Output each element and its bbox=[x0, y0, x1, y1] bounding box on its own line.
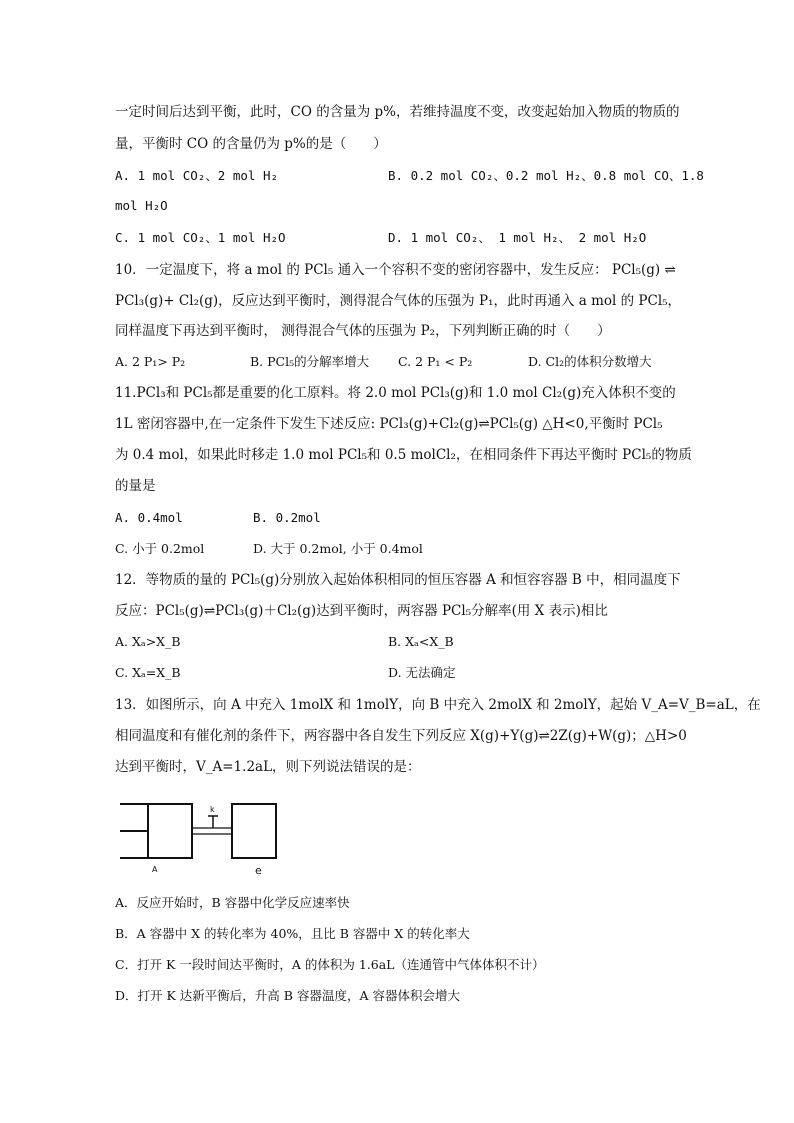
q11-stem-line2: 1L 密闭容器中,在一定条件下发生下述反应: PCl₃(g)+Cl₂(g)⇌PCl₅(g) △H<0,平衡时 PCl₅ bbox=[115, 416, 663, 432]
container-b-label: e bbox=[255, 864, 262, 877]
q13-stem-line2: 相同温度和有催化剂的条件下，两容器中各自发生下列反应 X(g)+Y(g)⇌2Z(g)+W(g)；△H>0 bbox=[115, 728, 687, 744]
q13-option-b: B．A 容器中 X 的转化率为 40%，且比 B 容器中 X 的转化率大 bbox=[115, 926, 470, 941]
q13-option-a: A．反应开始时，B 容器中化学反应速率快 bbox=[115, 895, 350, 910]
q9-option-a: A. 1 mol CO₂、2 mol H₂ bbox=[115, 168, 279, 183]
q11-option-c: C. 小于 0.2mol bbox=[115, 541, 205, 556]
q13-option-c: C．打开 K 一段时间达平衡时，A 的体积为 1.6aL（连通管中气体体积不计） bbox=[115, 957, 545, 972]
q9-option-b-line1: B. 0.2 mol CO₂、0.2 mol H₂、0.8 mol CO、1.8 bbox=[388, 168, 704, 183]
container-b bbox=[232, 804, 276, 858]
q11-stem-line3: 为 0.4 mol，如果此时移走 1.0 mol PCl₅和 0.5 molCl₂，在相同条件下再达平衡时 PCl₅的物质 bbox=[115, 447, 692, 463]
q13-stem-line1: 13．如图所示，向 A 中充入 1molX 和 1molY，向 B 中充入 2molX 和 2molY，起始 V_A=V_B=aL，在 bbox=[115, 697, 761, 713]
q10-option-b: B. PCl₅的分解率增大 bbox=[250, 354, 370, 369]
q12-stem-line2: 反应：PCl₅(g)⇌PCl₃(g)＋Cl₂(g)达到平衡时，两容器 PCl₅分解率(用 X 表示)相比 bbox=[115, 603, 608, 619]
q10-stem-line3: 同样温度下再达到平衡时， 测得混合气体的压强为 P₂，下列判断正确的时（ ） bbox=[115, 323, 611, 339]
q11-option-a: A. 0.4mol bbox=[115, 510, 183, 525]
q9-stem-line1: 一定时间后达到平衡，此时，CO 的含量为 p%，若维持温度不变，改变起始加入物质的物质的 bbox=[115, 104, 680, 120]
q13-apparatus-figure bbox=[118, 800, 288, 880]
q10-stem-line2: PCl₃(g)+ Cl₂(g)，反应达到平衡时，测得混合气体的压强为 P₁，此时再通入 a mol 的 PCl₅， bbox=[115, 293, 682, 309]
q11-option-d: D. 大于 0.2mol, 小于 0.4mol bbox=[253, 541, 423, 556]
q12-option-a: A. Xₐ>X_B bbox=[115, 634, 181, 649]
q10-stem-line1: 10．一定温度下，将 a mol 的 PCl₅ 通入一个容积不变的密闭容器中，发生反应： PCl₅(g) ⇌ bbox=[115, 262, 676, 278]
q9-option-b-line2: mol H₂O bbox=[115, 198, 168, 213]
q10-option-a: A. 2 P₁> P₂ bbox=[115, 354, 186, 369]
q13-stem-line3: 达到平衡时，V_A=1.2aL，则下列说法错误的是： bbox=[115, 759, 421, 775]
q13-option-d: D．打开 K 达新平衡后，升高 B 容器温度，A 容器体积会增大 bbox=[115, 988, 460, 1003]
container-a-label: A bbox=[152, 865, 158, 874]
q10-option-c: C. 2 P₁ < P₂ bbox=[398, 354, 473, 369]
q9-option-d: D. 1 mol CO₂、 1 mol H₂、 2 mol H₂O bbox=[388, 230, 647, 245]
q11-stem-line1: 11.PCl₃和 PCl₅都是重要的化工原料。将 2.0 mol PCl₃(g)和 1.0 mol Cl₂(g)充入体积不变的 bbox=[115, 385, 676, 401]
q10-option-d: D. Cl₂的体积分数增大 bbox=[528, 354, 652, 369]
q11-stem-line4: 的量是 bbox=[115, 478, 156, 494]
q9-option-c: C. 1 mol CO₂、1 mol H₂O bbox=[115, 230, 286, 245]
q12-stem-line1: 12．等物质的量的 PCl₅(g)分别放入起始体积相同的恒压容器 A 和恒容容器 B 中，相同温度下 bbox=[115, 572, 681, 588]
q12-option-d: D. 无法确定 bbox=[388, 665, 456, 680]
q12-option-b: B. Xₐ<X_B bbox=[388, 634, 454, 649]
q12-option-c: C. Xₐ=X_B bbox=[115, 665, 181, 680]
valve-k-label: k bbox=[210, 805, 215, 814]
q11-option-b: B. 0.2mol bbox=[253, 510, 321, 525]
q9-stem-line2: 量，平衡时 CO 的含量仍为 p%的是（ ） bbox=[115, 136, 387, 152]
